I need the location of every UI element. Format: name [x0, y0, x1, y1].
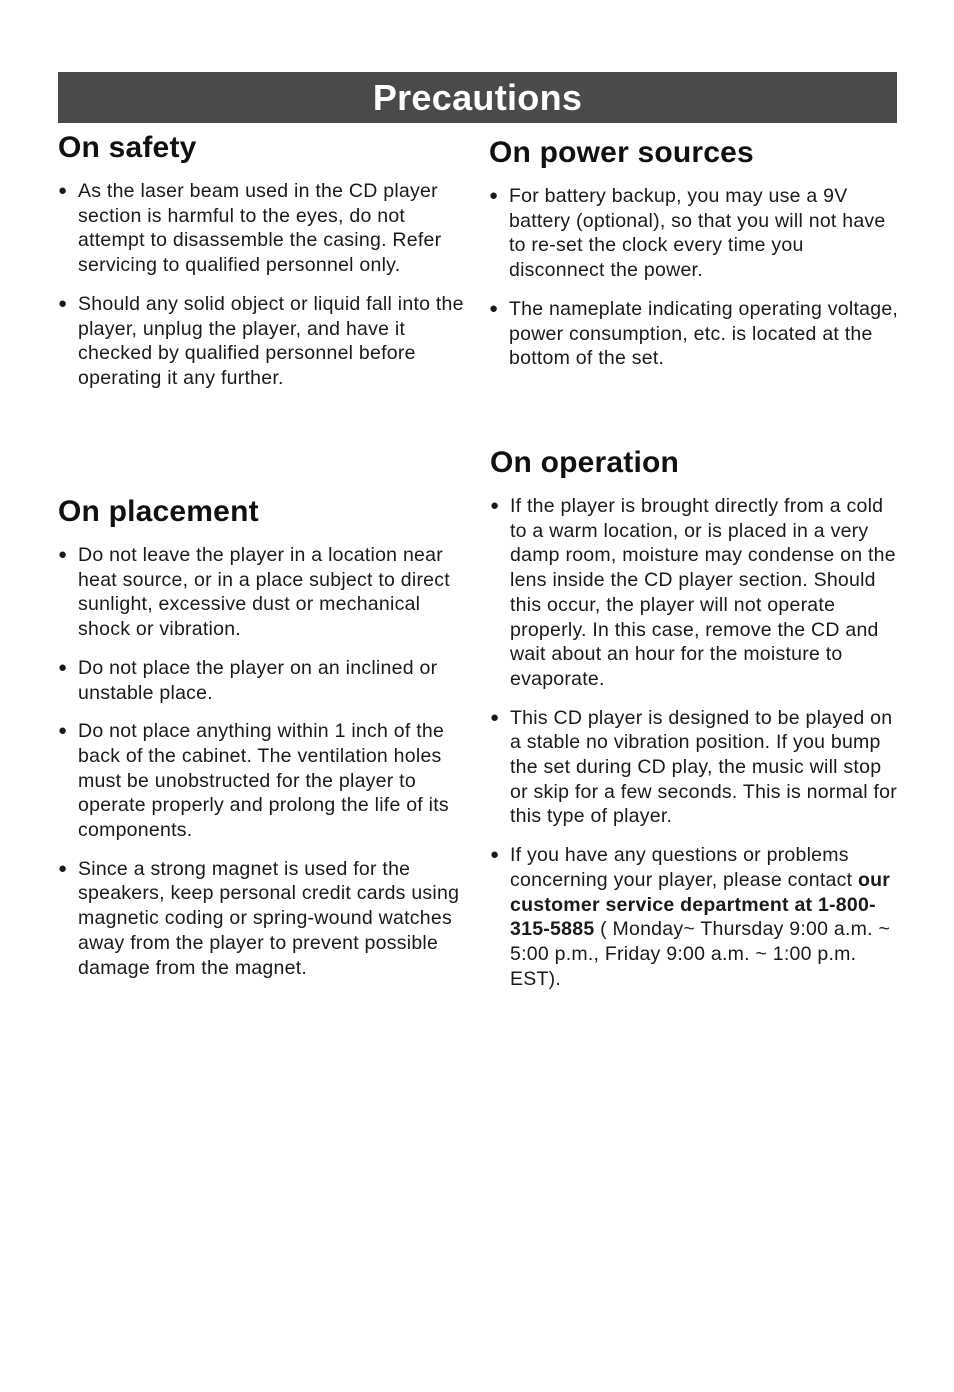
- bullet-icon: ●: [58, 546, 68, 563]
- title-banner: [58, 72, 897, 123]
- bullet-icon: ●: [58, 859, 68, 877]
- bullet-icon: ●: [58, 658, 68, 676]
- list-item: ● Do not leave the player in a location near heat source, or in a place subject to direct sunlight, excessive dust or mechanical shock or vibration.: [58, 544, 450, 641]
- contact-hours: ( Monday~ Thursday 9:00 a.m. ~ 5:00 p.m., Friday 9:00 a.m. ~ 1:00 p.m. EST).: [510, 918, 891, 990]
- list-item: ● Do not place anything within 1 inch of the back of the cabinet. The ventilation holes must be unobstructed for the player to operate properly and prolong the life of its components.: [58, 720, 449, 842]
- section-operation: [490, 446, 902, 1005]
- section-heading-power: On power sources: [489, 136, 754, 169]
- section-heading-placement: On placement: [58, 495, 259, 528]
- page-title: Precautions: [372, 76, 583, 118]
- list-item: ● The nameplate indicating operating voltage, power consumption, etc. is located at the bottom of the set.: [489, 297, 899, 370]
- section-safety: [58, 131, 473, 405]
- customer-service-phone: our customer service department at 1-800-315-5885: [510, 868, 891, 941]
- bullet-icon: ●: [58, 294, 68, 312]
- bullet-icon: ●: [489, 187, 499, 204]
- list-item: ● For battery backup, you may use a 9V battery (optional), so that you will not have to re-set the clock every time you disconnect the power.: [489, 185, 886, 282]
- safety-list: [58, 179, 473, 391]
- bullet-icon: ●: [490, 708, 500, 726]
- contact-item: [490, 843, 902, 991]
- section-heading-operation: On operation: [490, 446, 680, 479]
- bullet-icon: ●: [490, 497, 500, 514]
- contact-lead: If you have any questions or problems concerning your player, please contact: [510, 844, 858, 891]
- placement-list: [58, 543, 473, 980]
- bullet-icon: ●: [490, 846, 500, 864]
- bullet-icon: ●: [58, 182, 68, 199]
- bullet-icon: ●: [489, 299, 499, 317]
- list-item: ● This CD player is designed to be played on a stable no vibration position. If you bump the set during CD play, the music will stop or skip for a few seconds. This is normal for this type of player.: [490, 706, 897, 828]
- section-power: [489, 136, 899, 385]
- list-item: ● If the player is brought directly from a cold to a warm location, or is placed in a very damp room, moisture may condense on the lens inside the CD player section. Should this occur, the player will not operate properly. In this case, remove the CD and wait about an hour for the moisture to evaporate.: [490, 495, 896, 690]
- section-placement: [58, 495, 473, 994]
- power-list: [489, 184, 899, 371]
- list-item: ● Do not place the player on an inclined or unstable place.: [58, 656, 438, 704]
- operation-list: [490, 494, 902, 991]
- section-heading-safety: On safety: [58, 131, 197, 164]
- list-item: ● Since a strong magnet is used for the speakers, keep personal credit cards using magnetic coding or spring-wound watches away from the player to prevent possible damage from the magnet.: [58, 857, 460, 979]
- list-item: ● As the laser beam used in the CD player section is harmful to the eyes, do not attempt to disassemble the casing. Refer servicing to qualified personnel only.: [58, 180, 442, 277]
- list-item: ● Should any solid object or liquid fall into the player, unplug the player, and have it checked by qualified personnel before operating it any further.: [58, 292, 464, 389]
- bullet-icon: ●: [58, 722, 68, 740]
